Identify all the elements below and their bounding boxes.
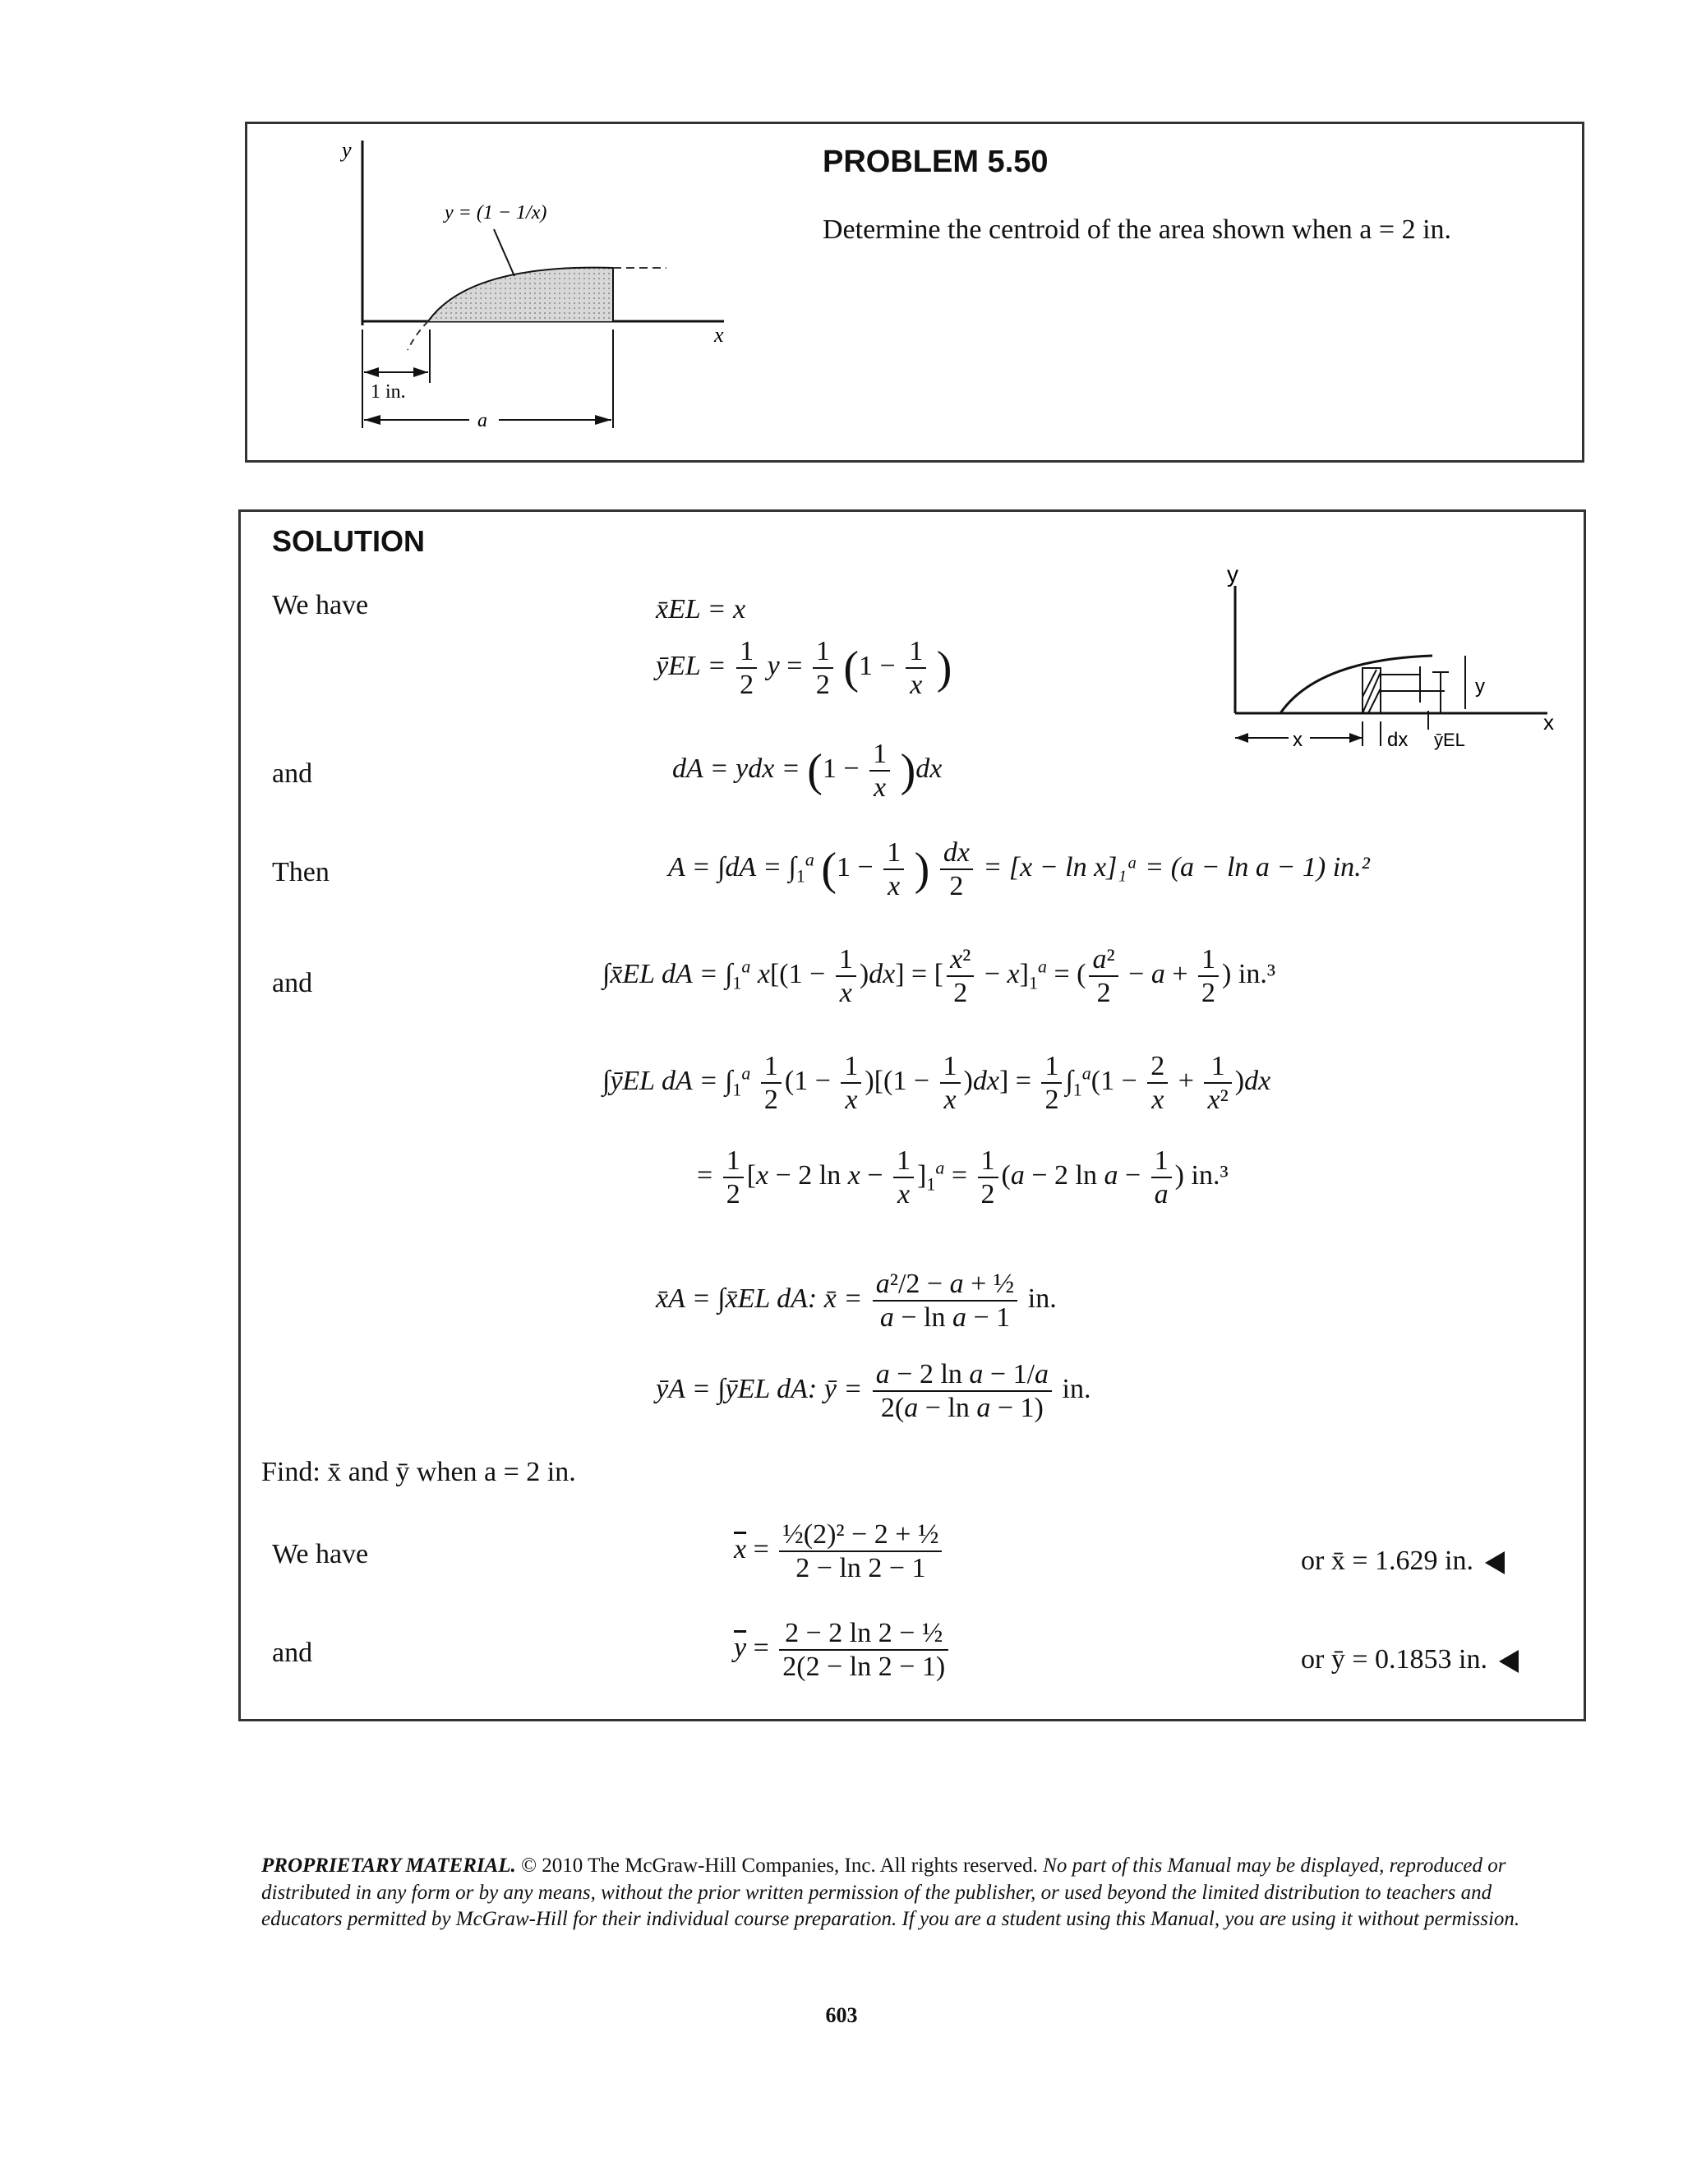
eq-yelda-1: ∫ȳEL dA = $\int_1^a$ $\frac{1}{2}$ (1 − $\frac{1}{x}$ )[(1 − $\frac{1}{x}$ )dx] = $\frac{1}{2}$ $\int_1^a(1$ − $\frac{2}{x}$ + $\frac{1}{\text{x²}}$ )dx — [602, 1051, 1271, 1116]
eq-xa-unit: in. — [1027, 1283, 1057, 1314]
result-xbar — [1301, 1546, 1505, 1577]
eq-xelda: ∫x̄EL dA = $\int_1^a$ x[(1 − $\frac{1}{x}$ )dx] = [ $\frac{\text{x²}}{2}$ − $x]_1^a$ = ( $\frac{\text{a²}}{2}$ − a + $\frac{1}{2}$ ) in.³ — [602, 944, 1276, 1009]
label-then: Then — [272, 857, 330, 887]
result-ybar — [1301, 1644, 1519, 1675]
label-and-2: and — [272, 968, 313, 998]
eq-xelda-rhs: in.³ — [1238, 958, 1276, 989]
problem-y-label: y — [342, 138, 352, 162]
dim-1in: 1 in. — [371, 381, 406, 403]
eq-ya-lhs: ȳA = ∫ȳEL dA: ȳ = — [656, 1373, 869, 1404]
page-number: 603 — [825, 2003, 858, 2027]
sketch-x-dim: x — [1293, 729, 1303, 750]
eq-xbar-num: $\overline{x}$ = $\frac{\text{½(2)² − 2 + ½}}{2 - \ln 2 - 1}$ — [734, 1518, 945, 1584]
sketch-yel: ȳEL — [1434, 730, 1465, 750]
xbar-den: 2 − ln 2 − 1 — [795, 1553, 926, 1584]
label-find: Find: x̄ and ȳ when a = 2 in. — [261, 1457, 576, 1487]
sketch-y-dim: y — [1475, 675, 1485, 698]
eq-yelda-lhs: ∫ȳEL dA = ∫ — [602, 1065, 733, 1096]
eq-da: dA = ydx = (1 − $\frac{1}{x}$ )dx — [672, 739, 943, 804]
label-we-have-2: We have — [272, 1539, 369, 1569]
result-xbar-text: or x̄ = 1.629 in. — [1301, 1546, 1473, 1576]
xbar-num: ½(2)² − 2 + ½ — [779, 1518, 942, 1552]
eq-yelda-2-rhs: in.³ — [1191, 1159, 1229, 1191]
eq-yel: ȳEL = $\frac{1}{2}$ y = $\frac{1}{2}$ (1 − $\frac{1}{x}$ ) — [656, 636, 952, 701]
eq-xel — [656, 594, 745, 625]
eq-xelda-lhs: ∫x̄EL dA = ∫ — [602, 958, 733, 989]
eq-area: $A = \int dA = \int_1^a$ (1 − $\frac{1}{x}$ ) $\frac{dx}{2}$ = [x − ln x]₁ᵃ = (a − ln a − 1) in.² — [668, 837, 1370, 902]
problem-x-label: x — [714, 323, 724, 347]
sketch-y-label: y — [1227, 561, 1238, 587]
label-and-3: and — [272, 1638, 313, 1668]
curve-label: y = (1 − 1/x) — [445, 202, 547, 223]
eq-xa-lhs: x̄A = ∫x̄EL dA: x̄ = — [656, 1283, 869, 1314]
solution-title: SOLUTION — [272, 524, 425, 558]
eq-da-lhs: dA = ydx = — [672, 753, 808, 784]
footer-italic: No part of this Manual may be displayed, reproduced or distributed in any form or by any means, without the prior written permission of the publisher, or used beyond the limited distribution to teachers and educators permitted by McGraw-Hill for their individual course preparation. If you are a student using this Manual, you are using it without permission. — [261, 1855, 1520, 1930]
problem-title: PROBLEM 5.50 — [823, 145, 1049, 179]
label-and-1: and — [272, 758, 313, 789]
sketch-dx: dx — [1387, 729, 1409, 750]
ybar-den: 2(2 − ln 2 − 1) — [782, 1652, 946, 1683]
result-ybar-text: or ȳ = 0.1853 in. — [1301, 1644, 1487, 1675]
dim-a: a — [477, 410, 487, 431]
eq-ybar-num: $\overline{y}$ = $\frac{\text{2 − 2 ln 2 − ½}}{2(2 - \ln 2 - 1)}$ — [734, 1617, 952, 1683]
eq-ya-unit: in. — [1062, 1373, 1091, 1404]
footer-notice — [261, 1853, 1543, 1933]
footer-copyright: © 2010 The McGraw-Hill Companies, Inc. All rights reserved. — [515, 1855, 1038, 1877]
problem-figure — [247, 124, 740, 461]
footer-bold: PROPRIETARY MATERIAL. — [261, 1855, 516, 1877]
solution-box — [238, 509, 1586, 1721]
label-we-have-1: We have — [272, 590, 369, 620]
eq-area-lhs: A = ∫dA = ∫ — [668, 851, 796, 882]
sketch-x-label: x — [1543, 710, 1554, 735]
eq-yel-lhs: ȳEL = — [656, 650, 734, 681]
problem-box — [245, 122, 1584, 463]
ybar-num: 2 − 2 ln 2 − ½ — [779, 1617, 948, 1651]
problem-statement: Determine the centroid of the area shown when a = 2 in. — [823, 214, 1452, 245]
eq-xa: x̄A = ∫x̄EL dA: x̄ = $\frac{\text{a²/2 − a + ½}}{\text{a − ln a − 1}}$ in. — [656, 1269, 1057, 1334]
result-arrow-icon — [1485, 1551, 1505, 1574]
result-arrow-icon — [1499, 1650, 1519, 1673]
solution-sketch — [1219, 561, 1564, 750]
eq-area-rhs: = [x − ln x]₁ᵃ = (a − ln a − 1) in.² — [983, 851, 1370, 882]
eq-ya: ȳA = ∫ȳEL dA: ȳ = $\frac{\text{a − 2 ln a − 1/a}}{\text{2(a − ln a − 1)}}$ in. — [656, 1359, 1091, 1424]
eq-xel-text: x̄EL = x — [656, 594, 746, 624]
eq-yelda-2: = $\frac{1}{2}$ [x − 2 ln x − $\frac{1}{x}$ ]$_1^a$ = $\frac{1}{2}$ (a − 2 ln a − $\frac{1}{a}$ ) in.³ — [697, 1145, 1229, 1210]
